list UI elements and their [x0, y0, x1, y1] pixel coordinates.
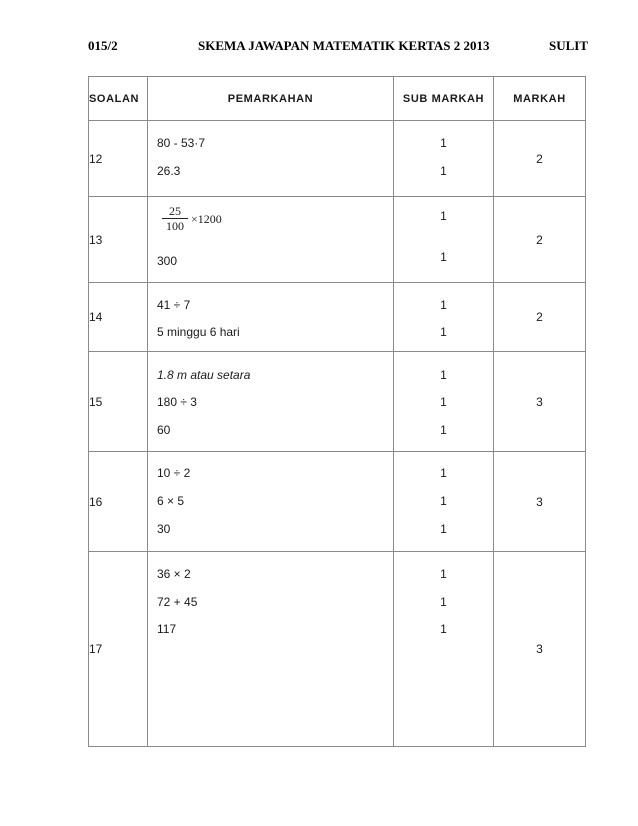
working-step: 1.8 m atau setara — [157, 368, 251, 382]
sub-marks-cell — [394, 552, 494, 747]
total-marks: 3 — [494, 352, 586, 452]
sub-mark: 1 — [440, 325, 447, 339]
fraction-multiplier: ×1200 — [191, 211, 222, 226]
sub-mark: 1 — [440, 466, 447, 480]
sub-mark: 1 — [440, 209, 447, 223]
working-step: 117 — [157, 622, 177, 636]
working-step: 10 ÷ 2 — [157, 466, 191, 480]
document-title: SKEMA JAWAPAN MATEMATIK KERTAS 2 2013 — [198, 38, 490, 53]
working-cell — [148, 283, 394, 352]
total-marks: 3 — [494, 452, 586, 552]
total-marks: 2 — [494, 121, 586, 197]
sub-mark: 1 — [440, 368, 447, 382]
table-row — [89, 197, 586, 283]
sub-marks-cell — [394, 121, 494, 197]
working-step: 300 — [157, 254, 178, 268]
column-header-pemarkahan: PEMARKAHAN — [148, 77, 394, 121]
document-code: 015/2 — [88, 38, 118, 53]
table-row — [89, 283, 586, 352]
working-step: 5 minggu 6 hari — [157, 325, 240, 339]
sub-mark: 1 — [440, 395, 447, 409]
fraction-numerator: 25 — [169, 204, 181, 218]
working-cell — [148, 197, 394, 283]
sub-mark: 1 — [440, 250, 447, 264]
question-number: 17 — [89, 552, 148, 747]
sub-mark: 1 — [440, 136, 447, 150]
working-step: 72 + 45 — [157, 595, 198, 609]
table-row — [89, 552, 586, 747]
column-header-soalan: SOALAN — [89, 77, 148, 121]
total-marks: 3 — [494, 552, 586, 747]
question-number: 15 — [89, 352, 148, 452]
working-step: 6 × 5 — [157, 494, 185, 508]
working-cell — [148, 352, 394, 452]
working-step: 36 × 2 — [157, 567, 191, 581]
sub-marks-cell — [394, 452, 494, 552]
total-marks: 2 — [494, 197, 586, 283]
sub-mark: 1 — [440, 298, 447, 312]
sub-mark: 1 — [440, 567, 447, 581]
sub-marks-cell — [394, 352, 494, 452]
working-step: 41 ÷ 7 — [157, 298, 191, 312]
column-header-markah: MARKAH — [494, 77, 586, 121]
question-number: 14 — [89, 283, 148, 352]
question-number: 16 — [89, 452, 148, 552]
marking-scheme-table — [88, 76, 586, 747]
working-step: 180 ÷ 3 — [157, 395, 197, 409]
sub-mark: 1 — [440, 494, 447, 508]
total-marks: 2 — [494, 283, 586, 352]
fraction-denominator: 100 — [166, 219, 184, 233]
working-step: 60 — [157, 423, 171, 437]
table-row — [89, 452, 586, 552]
sub-mark: 1 — [440, 622, 447, 636]
working-cell — [148, 121, 394, 197]
fraction-expression — [157, 205, 222, 233]
working-step: 26.3 — [157, 164, 181, 178]
question-number: 13 — [89, 197, 148, 283]
sub-mark: 1 — [440, 423, 447, 437]
sub-marks-cell — [394, 197, 494, 283]
working-step: 80 - 53·7 — [157, 136, 206, 150]
classification-label: SULIT — [549, 38, 589, 53]
table-row — [89, 352, 586, 452]
sub-marks-cell — [394, 283, 494, 352]
working-cell — [148, 552, 394, 747]
working-step: 30 — [157, 522, 171, 536]
sub-mark: 1 — [440, 164, 447, 178]
sub-mark: 1 — [440, 522, 447, 536]
sub-mark: 1 — [440, 595, 447, 609]
working-cell — [148, 452, 394, 552]
column-header-sub-markah: SUB MARKAH — [394, 77, 494, 121]
table-row — [89, 121, 586, 197]
question-number: 12 — [89, 121, 148, 197]
table-header-row — [89, 77, 586, 121]
